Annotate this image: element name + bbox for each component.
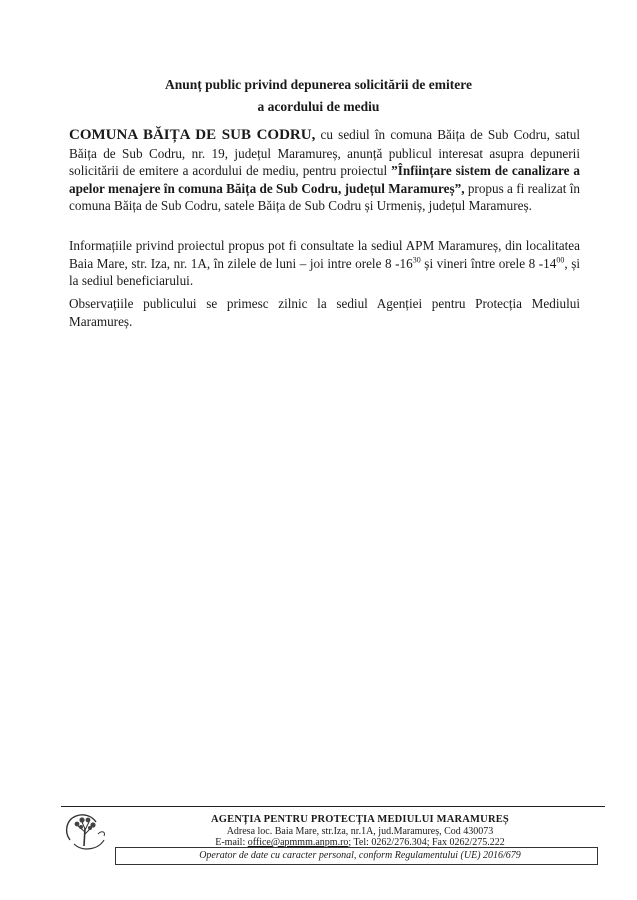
notice-title-line2: a acordului de mediu — [257, 99, 380, 114]
footer-phone-fax: ; Tel: 0262/276.304; Fax 0262/275.222 — [348, 837, 505, 848]
footer-email-link[interactable]: office@apmmm.anpm.ro — [247, 837, 349, 848]
paragraph-observations: Observațiile publicului se primesc zilnic la sediul Agenției pentru Protecția Mediului Maramureș. — [69, 296, 580, 329]
paragraph1-text-b: propus a fi realizat în comuna Băița de Sub Codru, satele Băița de Sub Codru și Urmeniș, județul Maramureș. — [69, 180, 580, 214]
paragraph2-text-b: și vineri între orele 8 -14 — [420, 255, 557, 271]
footer-divider — [61, 806, 605, 807]
footer-gdpr-notice: Operator de date cu caracter personal, conform Regulamentului (UE) 2016/679 — [199, 850, 521, 861]
footer-address: Adresa loc. Baia Mare, str.Iza, nr.1A, jud.Maramureș, Cod 430073 — [226, 826, 494, 837]
paragraph2-text-a: Informațiile privind proiectul propus pot fi consultate la sediul APM Maramureș, din localitatea Baia Mare, str. Iza, nr. 1A, în zilele de luni – joi intre orele 8 -16 — [69, 238, 580, 271]
project-name: ”Înființare sistem de canalizare a apelor menajere în comuna Băița de Sub Codru, județul Maramureș”, — [69, 163, 581, 196]
paragraph1-text-a: cu sediul în comuna Băița de Sub Codru, satul Băița de Sub Codru, nr. 19, județul Maramureș, anunță publicul interesat asupra depunerii solicitării de emitere a acordului de mediu, pentru proiectul — [69, 127, 580, 179]
footer-email-label: E-mail: — [215, 837, 248, 848]
paragraph2-text-c: , și la sediul beneficiarului. — [69, 255, 580, 289]
applicant-name: COMUNA BĂIȚA DE SUB CODRU, — [69, 127, 316, 143]
hours-superscript-1: 30 — [412, 255, 421, 265]
footer-agency-name: AGENȚIA PENTRU PROTECȚIA MEDIULUI MARAMUREȘ — [211, 814, 509, 825]
notice-title-line1: Anunț public privind depunerea solicitării de emitere — [164, 77, 472, 92]
paragraph-information — [69, 237, 580, 290]
hours-superscript-2: 00 — [556, 255, 565, 265]
anpm-tree-logo-icon — [60, 810, 116, 854]
paragraph-applicant — [69, 126, 580, 215]
